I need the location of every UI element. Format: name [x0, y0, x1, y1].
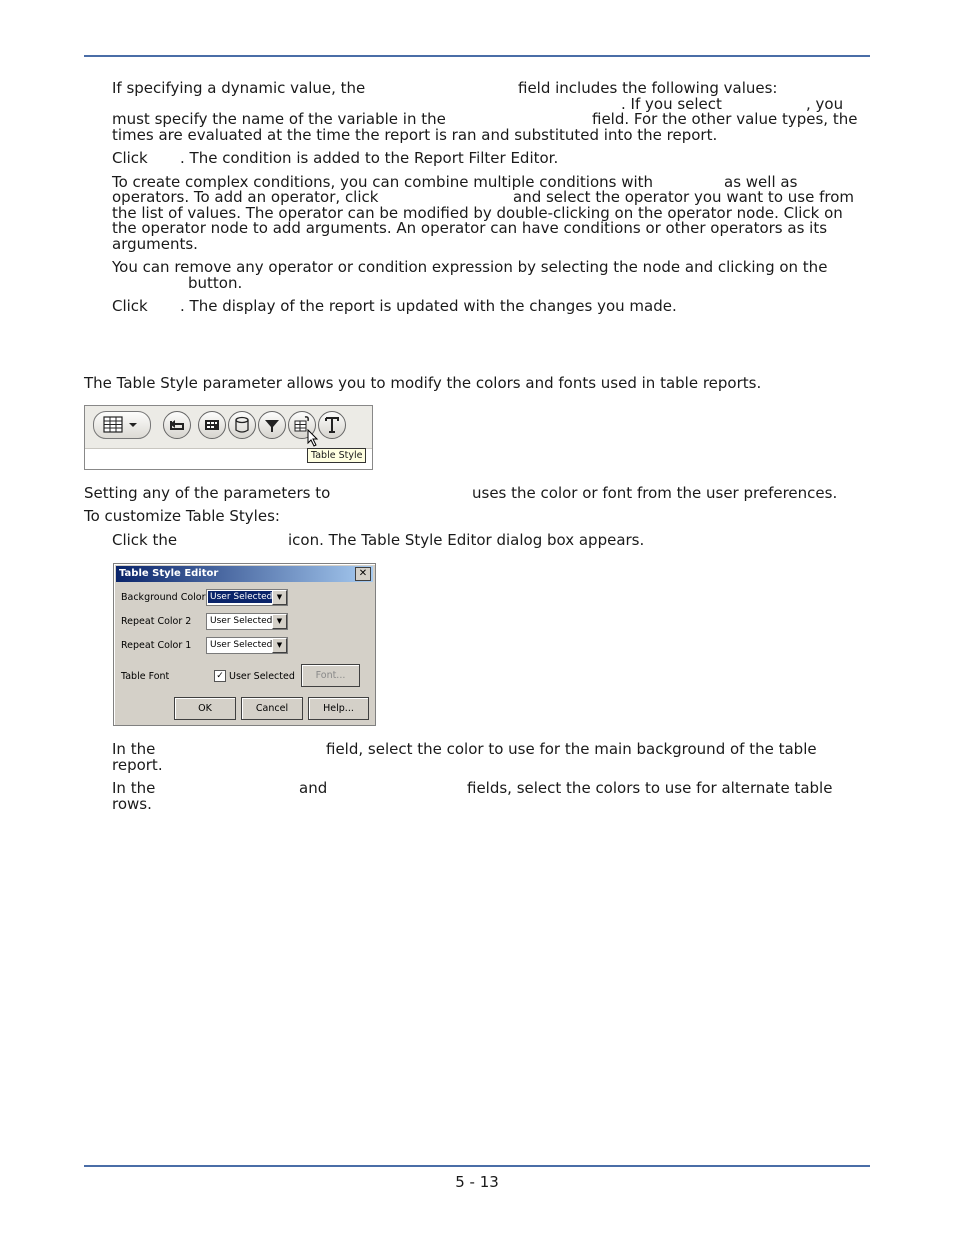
p8-text: To customize Table Styles: — [84, 507, 280, 525]
p11-a: In the — [112, 779, 156, 797]
top-rule — [84, 55, 870, 57]
background-color-select[interactable] — [206, 589, 288, 606]
p1-line4: times are evaluated at the time the report is ran and substituted into the report. — [112, 126, 718, 144]
p11-b: and — [299, 779, 328, 797]
p2-b: . The condition is added to the Report Filter Editor. — [180, 149, 559, 167]
p4-line2: button. — [188, 274, 243, 292]
user-selected-checkbox[interactable]: ✓ — [214, 670, 226, 682]
p1-line3b: field. For the other value types, the — [592, 110, 858, 128]
p3-line3: the list of values. The operator can be modified by double-clicking on the operator node. Click on — [112, 204, 843, 222]
user-selected-checkbox-label: User Selected — [229, 671, 295, 682]
table-font-label: Table Font — [121, 671, 170, 682]
p11-d: rows. — [112, 795, 152, 813]
p5-b: . The display of the report is updated with the changes you made. — [180, 297, 677, 315]
p1-line2a: . If you select — [621, 95, 722, 113]
chevron-down-icon[interactable]: ▼ — [272, 614, 287, 629]
p7-a: Setting any of the parameters to — [84, 484, 331, 502]
p10-b: field, select the color to use for the main background of the table — [326, 740, 817, 758]
table-view-dropdown-button[interactable] — [93, 411, 151, 439]
p11-c: fields, select the colors to use for alternate table — [467, 779, 833, 797]
p2-a: Click — [112, 149, 148, 167]
background-color-value: User Selected — [210, 592, 273, 602]
repeat-color-2-select[interactable] — [206, 613, 288, 630]
filter-icon — [259, 412, 285, 438]
chevron-down-icon[interactable]: ▼ — [272, 638, 287, 653]
p3-line4: the operator node to add arguments. An operator can have conditions or other operators as its — [112, 219, 828, 237]
page-number: 5 - 13 — [455, 1173, 499, 1191]
database-icon — [229, 412, 255, 438]
database-button[interactable] — [228, 411, 256, 439]
p1-line1a: If specifying a dynamic value, the — [112, 79, 366, 97]
font-button[interactable]: Font... — [301, 664, 360, 687]
bottom-rule — [84, 1165, 870, 1167]
repeat-color-1-select[interactable] — [206, 637, 288, 654]
film-strip-icon — [199, 412, 225, 438]
p5-a: Click — [112, 297, 148, 315]
repeat-color-2-value: User Selected — [210, 616, 273, 626]
p3-line2a: operators. To add an operator, click — [112, 188, 379, 206]
dialog-title: Table Style Editor — [116, 566, 373, 582]
cancel-button[interactable]: Cancel — [241, 697, 303, 720]
p9-b: icon. The Table Style Editor dialog box appears. — [288, 531, 645, 549]
close-icon[interactable]: ✕ — [355, 567, 371, 581]
p6-text: The Table Style parameter allows you to modify the colors and fonts used in table reports. — [84, 374, 762, 392]
table-style-tooltip: Table Style — [307, 448, 366, 463]
p3-line5: arguments. — [112, 235, 198, 253]
p4-line1: You can remove any operator or condition expression by selecting the node and clicking on the — [112, 258, 828, 276]
toolbar-screenshot — [84, 405, 373, 470]
p3-line1a: To create complex conditions, you can combine multiple conditions with — [112, 173, 654, 191]
p9-a: Click the — [112, 531, 178, 549]
chevron-down-icon[interactable]: ▼ — [272, 590, 287, 605]
repeat-color-1-value: User Selected — [210, 640, 273, 650]
ok-button[interactable]: OK — [174, 697, 236, 720]
p3-line1b: as well as — [724, 173, 798, 191]
p10-c: report. — [112, 756, 163, 774]
p10-a: In the — [112, 740, 156, 758]
text-font-icon — [319, 412, 345, 438]
p3-line2b: and select the operator you want to use from — [513, 188, 854, 206]
table-icon — [94, 412, 150, 438]
p1-line2b: , you — [806, 95, 844, 113]
columns-button[interactable] — [198, 411, 226, 439]
mouse-cursor-icon — [307, 429, 319, 447]
undo-button[interactable] — [163, 411, 191, 439]
p7-b: uses the color or font from the user preferences. — [472, 484, 838, 502]
undo-icon — [164, 412, 190, 438]
filter-button[interactable] — [258, 411, 286, 439]
text-font-button[interactable] — [318, 411, 346, 439]
help-button[interactable]: Help... — [308, 697, 369, 720]
table-style-editor-dialog — [113, 563, 376, 726]
repeat-color-2-label: Repeat Color 2 — [121, 616, 192, 627]
p1-line1b: field includes the following values: — [518, 79, 778, 97]
background-color-label: Background Color — [121, 592, 206, 603]
repeat-color-1-label: Repeat Color 1 — [121, 640, 192, 651]
p1-line3a: must specify the name of the variable in the — [112, 110, 446, 128]
